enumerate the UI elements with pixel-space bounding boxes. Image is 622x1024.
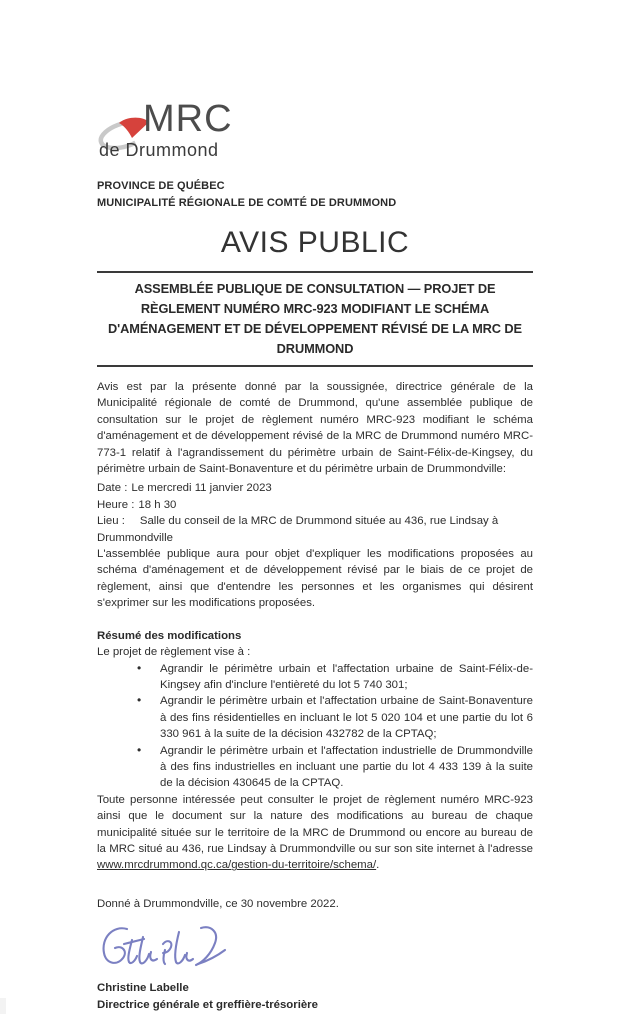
place-label: Lieu :	[97, 515, 125, 528]
purpose-paragraph: L'assemblée publique aura pour objet d'expliquer les modifications proposées au schéma d'aménagement et de développement révisé par le biais de ce projet de règlement, ainsi que d'entendre les personnes et les organismes qui désirent s'exprimer sur les modifications proposées.	[97, 548, 533, 610]
time-label: Heure :	[97, 498, 135, 511]
municipality-line: MUNICIPALITÉ RÉGIONALE DE COMTÉ DE DRUMMOND	[97, 196, 397, 209]
date-label: Date :	[97, 482, 128, 495]
summary-lead: Le projet de règlement vise à :	[97, 646, 251, 659]
logo-subtitle-text: de Drummond	[99, 140, 219, 160]
meeting-details	[97, 480, 533, 546]
meeting-time-row	[97, 497, 533, 513]
consultation-text-end: .	[376, 859, 380, 872]
notice-heading: ASSEMBLÉE PUBLIQUE DE CONSULTATION — PROJET DE RÈGLEMENT NUMÉRO MRC-923 MODIFIANT LE SCHÉMA D'AMÉNAGEMENT ET DE DÉVELOPPEMENT RÉVISÉ DE LA MRC DE DRUMMOND	[97, 271, 533, 367]
list-item: • Agrandir le périmètre urbain et l'affectation urbaine de Saint-Félix-de-Kingsey afin d'inclure l'entièreté du lot 5 740 301;	[160, 661, 533, 694]
place-value: Salle du conseil de la MRC de Drummond située au 436, rue Lindsay à Drummondville	[97, 515, 499, 544]
consultation-text: Toute personne intéressée peut consulter le projet de règlement numéro MRC-923 ainsi que le document sur la nature des modifications au bureau de chaque municipalité située sur le territoire de la MRC de Drummond ou encore au bureau de la MRC situé au 436, rue Lindsay à Drummondville ou sur son site internet à l'adresse	[97, 793, 533, 855]
list-item: • Agrandir le périmètre urbain et l'affectation urbaine de Saint-Bonaventure à des fins résidentielles en incluant le lot 5 020 104 et une partie du lot 6 330 961 à la suite de la décision 432782 de la CPTAQ;	[160, 693, 533, 742]
date-value: Le mercredi 11 janvier 2023	[131, 482, 272, 495]
province-line: PROVINCE DE QUÉBEC	[97, 180, 225, 192]
document-page	[97, 0, 533, 1013]
handwritten-signature	[97, 920, 235, 980]
summary-heading: Résumé des modifications	[97, 629, 242, 642]
logo-brand-text: MRC	[143, 98, 233, 140]
signatory-title: Directrice générale et greffière-trésorière	[97, 998, 318, 1011]
time-value: 18 h 30	[138, 498, 177, 511]
government-header	[97, 178, 533, 211]
website-url-text: www.mrcdrummond.qc.ca/gestion-du-territoire/schema/	[97, 859, 377, 872]
meeting-place-row	[97, 513, 533, 546]
scan-artifact	[0, 998, 6, 1014]
signatory-name: Christine Labelle	[97, 982, 189, 995]
meeting-date-row	[97, 480, 533, 496]
page-title: AVIS PUBLIC	[220, 226, 410, 259]
mrc-drummond-logo	[97, 98, 257, 168]
consultation-paragraph	[97, 792, 533, 874]
dateline: Donné à Drummondville, ce 30 novembre 2022.	[97, 897, 339, 910]
modifications-list	[97, 661, 533, 792]
list-item: • Agrandir le périmètre urbain et l'affectation industrielle de Drummondville à des fins industrielles en incluant une partie du lot 4 433 139 à la suite de la décision 430645 de la CPTAQ.	[160, 743, 533, 792]
intro-paragraph: Avis est par la présente donné par la soussignée, directrice générale de la Municipalité régionale de comté de Drummond, qu'une assemblée publique de consultation sur le projet de règlement numéro MRC-923 modifiant le schéma d'aménagement et de développement révisé de la MRC de Drummond numéro MRC-773-1 relatif à l'agrandissement du périmètre urbain de Saint-Félix-de-Kingsey, du périmètre urbain de Saint-Bonaventure et du périmètre urbain de Drummondville:	[97, 381, 533, 476]
